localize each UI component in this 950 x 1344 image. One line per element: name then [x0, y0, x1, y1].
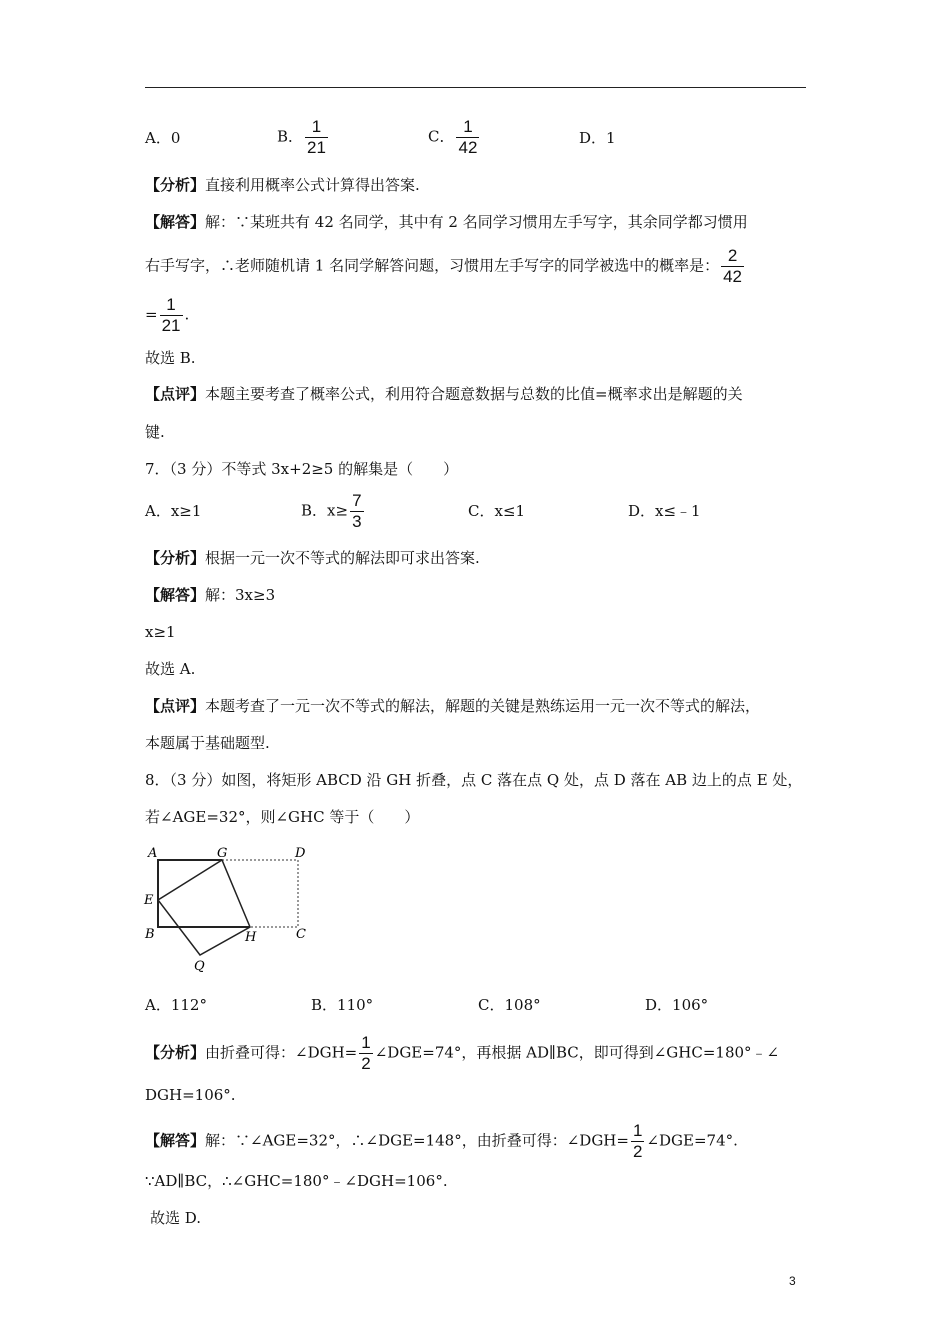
- q6-option-c: C． $\frac{1}{42}$: [428, 117, 478, 157]
- q6-option-d: D．1: [579, 129, 616, 147]
- q8-option-c: C．108°: [478, 996, 541, 1014]
- q8-solution-line-1: 【解答】解：∵∠AGE=32°，∴∠DGE=148°，由折叠可得：∠DGH= $\frac{1}{2}$ ∠DGE=74°.: [145, 1121, 738, 1161]
- label-q: Q: [194, 959, 205, 974]
- q7-option-a: A．x≥1: [145, 502, 202, 520]
- q6-option-b: B． $\frac{1}{21}$: [277, 117, 326, 157]
- label-g: G: [217, 846, 228, 861]
- q6-comment-line-1: 【点评】本题主要考查了概率公式，利用符合题意数据与总数的比值=概率求出是解题的关: [145, 385, 743, 403]
- fraction: $\frac{7}{3}$: [352, 491, 362, 531]
- q7-comment-line-2: 本题属于基础题型.: [145, 734, 270, 752]
- q8-option-d: D．106°: [645, 996, 709, 1014]
- rectangle-dotted-part: [158, 860, 298, 927]
- q8-choose: 故选 D.: [150, 1209, 202, 1227]
- fraction: $\frac{1}{2}$: [632, 1121, 643, 1161]
- q6-solution-line-2: 右手写字，∴老师随机请 1 名同学解答问题，习惯用左手写字的同学被选中的概率是： $\frac{2}{42}$: [145, 246, 743, 286]
- q8-analysis-line-2: DGH=106°.: [145, 1086, 236, 1104]
- fraction: $\frac{1}{21}$: [161, 295, 181, 335]
- fraction: $\frac{1}{2}$: [361, 1033, 371, 1073]
- q7-analysis: 【分析】根据一元一次不等式的解法即可求出答案.: [145, 549, 480, 567]
- q8-stem-line-2: 若∠AGE=32°，则∠GHC 等于（ ）: [145, 808, 420, 826]
- q6-option-a: A．0: [145, 129, 181, 147]
- header-rule: [145, 87, 806, 88]
- q7-option-c: C．x≤1: [468, 502, 526, 520]
- folded-quad: [158, 860, 250, 955]
- label-h: H: [245, 930, 257, 945]
- q7-option-b: B．x≥ $\frac{7}{3}$: [301, 491, 362, 531]
- fraction: $\frac{1}{21}$: [307, 117, 326, 157]
- fraction: $\frac{2}{42}$: [723, 246, 743, 286]
- q7-choose: 故选 A.: [145, 660, 196, 678]
- q7-comment-line-1: 【点评】本题考查了一元一次不等式的解法，解题的关键是熟练运用一元一次不等式的解法，: [145, 697, 761, 715]
- page-number: 3: [789, 1274, 796, 1288]
- label-c: C: [296, 927, 306, 942]
- label-e: E: [144, 893, 154, 908]
- q6-comment-line-2: 键.: [145, 423, 165, 441]
- q8-figure: [140, 840, 320, 975]
- label-d: D: [295, 846, 306, 861]
- label-a: A: [148, 846, 158, 861]
- fraction: $\frac{1}{42}$: [458, 117, 478, 157]
- q8-option-b: B．110°: [311, 996, 374, 1014]
- q8-solution-line-2: ∵AD∥BC，∴∠GHC=180°﹣∠DGH=106°.: [145, 1172, 448, 1190]
- q8-analysis-line-1: 【分析】由折叠可得：∠DGH= $\frac{1}{2}$ ∠DGE=74°，再根据 AD∥BC，即可得到∠GHC=180°﹣∠: [145, 1033, 780, 1073]
- q8-option-a: A．112°: [145, 996, 207, 1014]
- q8-stem-line-1: 8．（3 分）如图，将矩形 ABCD 沿 GH 折叠，点 C 落在点 Q 处，点 D 落在 AB 边上的点 E 处，: [145, 771, 803, 789]
- q7-stem: 7．（3 分）不等式 3x+2≥5 的解集是（ ）: [145, 460, 459, 478]
- q6-analysis: 【分析】直接利用概率公式计算得出答案.: [145, 176, 420, 194]
- q7-solution: 【解答】解：3x≥3: [145, 586, 276, 604]
- label-b: B: [145, 927, 155, 942]
- q6-choose: 故选 B.: [145, 349, 196, 367]
- q7-option-d: D．x≤﹣1: [628, 502, 701, 520]
- q7-step: x≥1: [145, 623, 176, 641]
- q6-solution-line-3: = $\frac{1}{21}$ .: [145, 295, 190, 335]
- q6-solution-line-1: 【解答】解：∵某班共有 42 名同学，其中有 2 名同学习惯用左手写字，其余同学都习惯用: [145, 213, 748, 231]
